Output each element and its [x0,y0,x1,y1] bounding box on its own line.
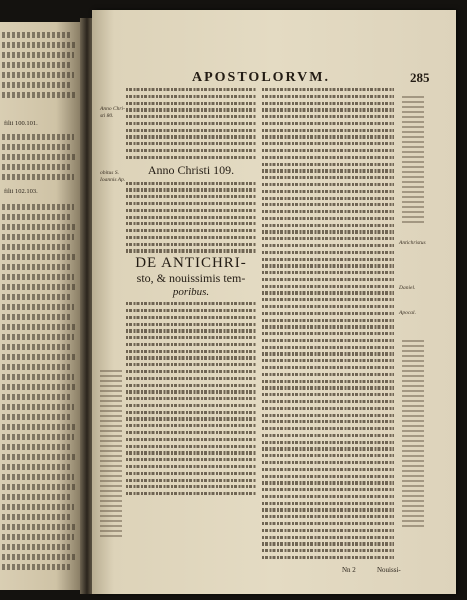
text-line [126,108,256,111]
text-line [2,164,70,170]
text-line [126,397,256,400]
text-line [2,324,76,330]
text-line [262,264,394,267]
text-line [2,514,72,520]
margin-note: sti 80. [100,113,114,119]
text-line [2,384,76,390]
running-head: APOSTOLORVM. [192,70,330,85]
text-line [126,195,256,198]
text-line [262,529,394,532]
text-line [2,254,76,260]
text-line [2,404,74,410]
text-line [2,394,70,400]
text-line [262,502,394,505]
text-line [126,336,256,339]
text-line [126,438,256,441]
text-line [262,258,394,261]
text-line [2,454,76,460]
chapter-title: DE ANTICHRI- [135,255,247,272]
text-line [262,359,394,362]
text-line [2,504,74,510]
margin-note: Apocal. [399,310,416,316]
text-line [262,332,394,335]
text-line [262,278,394,281]
text-line [262,346,394,349]
signature-mark: Nn 2 [342,566,356,574]
text-line [126,350,256,353]
text-line [126,209,256,212]
text-line [2,144,72,150]
text-line [2,414,72,420]
text-line [126,216,256,219]
text-line [2,294,70,300]
left-page [0,22,80,590]
text-line [2,534,74,540]
text-line [126,316,256,319]
text-line [126,243,256,246]
text-line [126,302,256,305]
text-line [2,42,76,48]
text-line [2,374,74,380]
section-heading: Anno Christi 109. [147,162,235,177]
text-line [2,264,72,270]
text-line [126,472,256,475]
text-line [2,314,72,320]
text-line [2,554,76,560]
margin-notes-block [402,340,424,530]
text-line [126,451,256,454]
text-line [262,488,394,491]
text-line [262,400,394,403]
text-line [126,390,256,393]
text-line [126,431,256,434]
margin-note: Anno Chri- [100,106,125,112]
text-line [262,244,394,247]
text-line [2,224,76,230]
text-line [262,197,394,200]
text-column-left [126,88,256,499]
text-line [126,115,256,118]
text-line [262,115,394,118]
text-line [262,169,394,172]
margin-note: Ioannis Ap. [100,177,126,183]
text-line [262,224,394,227]
text-line [2,52,74,58]
text-line [262,447,394,450]
text-line [126,156,256,159]
text-line [262,441,394,444]
text-line [262,291,394,294]
text-line [262,203,394,206]
text-line [262,556,394,559]
text-line [126,377,256,380]
text-line [262,508,394,511]
text-line [262,542,394,545]
text-line [2,214,72,220]
text-line [262,237,394,240]
text-line [126,424,256,427]
text-line [2,494,70,500]
text-line [126,384,256,387]
text-line [262,217,394,220]
text-line [126,122,256,125]
text-line [262,149,394,152]
text-line [262,163,394,166]
text-line [2,154,76,160]
text-line [2,62,70,68]
chapter-title-line-2: sto, & nouissimis tem- [136,271,246,286]
catchword: Nouissi- [377,566,401,574]
text-line [2,284,76,290]
text-line [262,475,394,478]
text-line [262,407,394,410]
text-line [262,95,394,98]
text-line [126,229,256,232]
text-line [126,309,256,312]
text-line [126,149,256,152]
page-number: 285 [410,70,430,85]
text-line [2,32,72,38]
text-line [262,102,394,105]
text-line [126,465,256,468]
text-line [126,135,256,138]
text-line [126,329,256,332]
text-line [126,404,256,407]
text-line [262,536,394,539]
text-line [262,515,394,518]
text-line [262,481,394,484]
text-line [262,522,394,525]
text-line [126,323,256,326]
text-line [262,122,394,125]
text-line [2,174,74,180]
text-line [126,370,256,373]
text-line [2,564,72,570]
text-line [262,386,394,389]
chapter-title-line-3: poribus. [172,286,210,299]
text-line [126,411,256,414]
text-line [126,202,256,205]
text-line [126,88,256,91]
text-line [126,182,256,185]
text-line [262,210,394,213]
text-line [262,549,394,552]
margin-note: obitus S. [100,170,119,176]
text-line [126,485,256,488]
text-line [126,129,256,132]
margin-note: Daniel. [399,285,416,291]
text-line [262,298,394,301]
text-line [262,468,394,471]
text-line [262,427,394,430]
text-line [2,204,74,210]
text-line [126,492,256,495]
text-line [126,222,256,225]
margin-notes-block [402,96,424,226]
text-line [262,339,394,342]
text-line [262,420,394,423]
text-line [126,236,256,239]
text-line [262,156,394,159]
text-line [126,363,256,366]
text-line [2,424,76,430]
text-line [126,343,256,346]
text-line [2,92,76,98]
text-line [262,88,394,91]
text-line [126,249,256,252]
text-line [262,129,394,132]
text-line [262,373,394,376]
text-line [262,183,394,186]
text-line [262,190,394,193]
text-line [2,444,70,450]
text-line [262,312,394,315]
text-line [262,108,394,111]
text-line [262,380,394,383]
text-line [126,188,256,191]
text-line [2,72,74,78]
text-line [262,176,394,179]
text-column-right [262,88,394,563]
text-line [2,544,70,550]
text-line [126,445,256,448]
text-line [262,271,394,274]
text-line [2,474,74,480]
text-line [262,352,394,355]
text-line [126,356,256,359]
text-line [262,135,394,138]
text-line [2,434,74,440]
text-line [126,102,256,105]
text-line [262,414,394,417]
text-line [262,319,394,322]
text-line [2,134,74,140]
text-line [2,354,76,360]
text-line [262,305,394,308]
text-line [2,484,76,490]
text-line [2,244,70,250]
text-line [2,464,72,470]
text-line [262,230,394,233]
text-line [2,234,74,240]
text-line [2,82,72,88]
text-line [126,479,256,482]
left-page-label: filii 102.103. [4,188,38,195]
margin-note: Antichristus [399,240,426,246]
text-line [2,334,74,340]
text-line [262,434,394,437]
text-line [262,251,394,254]
text-line [2,344,70,350]
text-line [262,325,394,328]
text-line [262,393,394,396]
text-line [2,304,74,310]
text-line [262,366,394,369]
left-page-label: filii 100.101. [4,120,38,127]
text-line [2,524,76,530]
text-line [262,285,394,288]
margin-notes-block [100,370,122,540]
text-line [262,495,394,498]
text-line [126,458,256,461]
text-line [2,364,72,370]
text-line [262,454,394,457]
text-line [126,95,256,98]
text-line [262,461,394,464]
text-line [126,142,256,145]
text-line [126,417,256,420]
right-page [92,10,456,594]
text-line [262,142,394,145]
text-line [2,274,74,280]
